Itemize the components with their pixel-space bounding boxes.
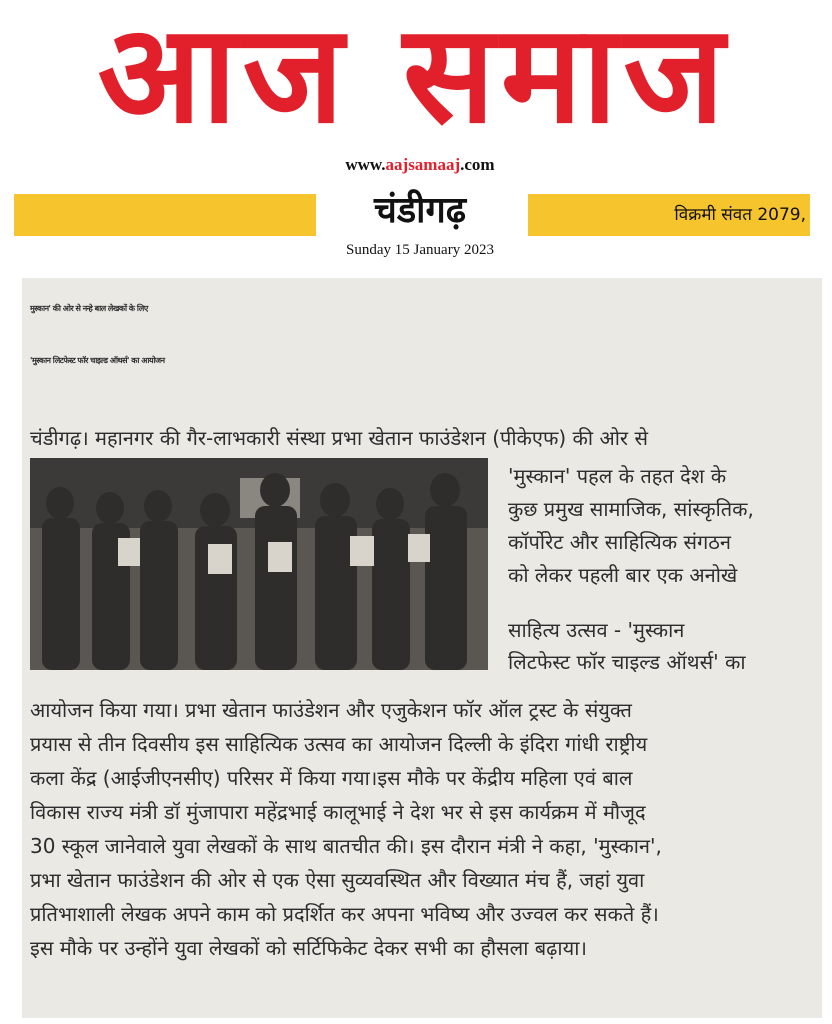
body-line: कला केंद्र (आईजीएनसीए) परिसर में किया गया।इस मौके पर केंद्रीय महिला एवं बाल — [30, 766, 633, 790]
body-line: साहित्य उत्सव - 'मुस्कान — [508, 618, 685, 642]
website-name: aajsamaaj — [385, 155, 461, 174]
body-line: कॉर्पोरेट और साहित्यिक संगठन — [508, 530, 731, 554]
body-line: चंडीगढ़। महानगर की गैर-लाभकारी संस्था प्रभा खेतान फाउंडेशन (पीकेएफ) की ओर से — [30, 426, 648, 450]
website-prefix: www. — [345, 155, 386, 174]
masthead — [0, 0, 832, 275]
body-line: इस मौके पर उन्होंने युवा लेखकों को सर्टिफिकेट देकर सभी का हौसला बढ़ाया। — [30, 936, 587, 960]
website-suffix: .com — [460, 155, 495, 174]
event-photo — [30, 458, 488, 670]
body-line: 'मुस्कान' पहल के तहत देश के — [508, 464, 727, 488]
body-line: प्रयास से तीन दिवसीय इस साहित्यिक उत्सव का आयोजन दिल्ली के इंदिरा गांधी राष्ट्रीय — [30, 732, 648, 756]
body-line: प्रभा खेतान फाउंडेशन की ओर से एक ऐसा सुव्यवस्थित और विख्यात मंच हैं, जहां युवा — [30, 868, 645, 892]
newspaper-logo: आज समाज — [97, 0, 731, 154]
edition-city: चंडीगढ़ — [374, 190, 466, 231]
news-clipping — [22, 278, 822, 1018]
website-url[interactable] — [300, 155, 540, 175]
issue-date: Sunday 15 January 2023 — [346, 242, 494, 258]
yellow-band-left — [14, 194, 316, 236]
body-line: कुछ प्रमुख सामाजिक, सांस्कृतिक, — [508, 497, 754, 521]
body-line: प्रतिभाशाली लेखक अपने काम को प्रदर्शित कर अपना भविष्य और उज्वल कर सकते हैं। — [30, 902, 659, 926]
body-line: आयोजन किया गया। प्रभा खेतान फाउंडेशन और एजुकेशन फॉर ऑल ट्रस्ट के संयुक्त — [30, 698, 632, 722]
samvat-date: विक्रमी संवत 2079, — [674, 205, 806, 225]
body-line: 30 स्कूल जानेवाले युवा लेखकों के साथ बातचीत की। इस दौरान मंत्री ने कहा, 'मुस्कान', — [30, 834, 662, 858]
headline-line-2: 'मुस्कान लिटफेस्ट फॉर चाइल्ड ऑथर्स' का आयोजन — [30, 356, 165, 365]
headline-line-1: मुस्कान' की ओर से नन्हे बाल लेखकों के लिए — [30, 304, 148, 313]
group-photo-icon — [30, 458, 488, 670]
body-line: को लेकर पहली बार एक अनोखे — [508, 563, 738, 587]
body-line: विकास राज्य मंत्री डॉ मुंजापारा महेंद्रभाई कालूभाई ने देश भर से इस कार्यक्रम में मौजूद — [30, 800, 646, 824]
body-line: लिटफेस्ट फॉर चाइल्ड ऑथर्स' का — [508, 650, 746, 674]
